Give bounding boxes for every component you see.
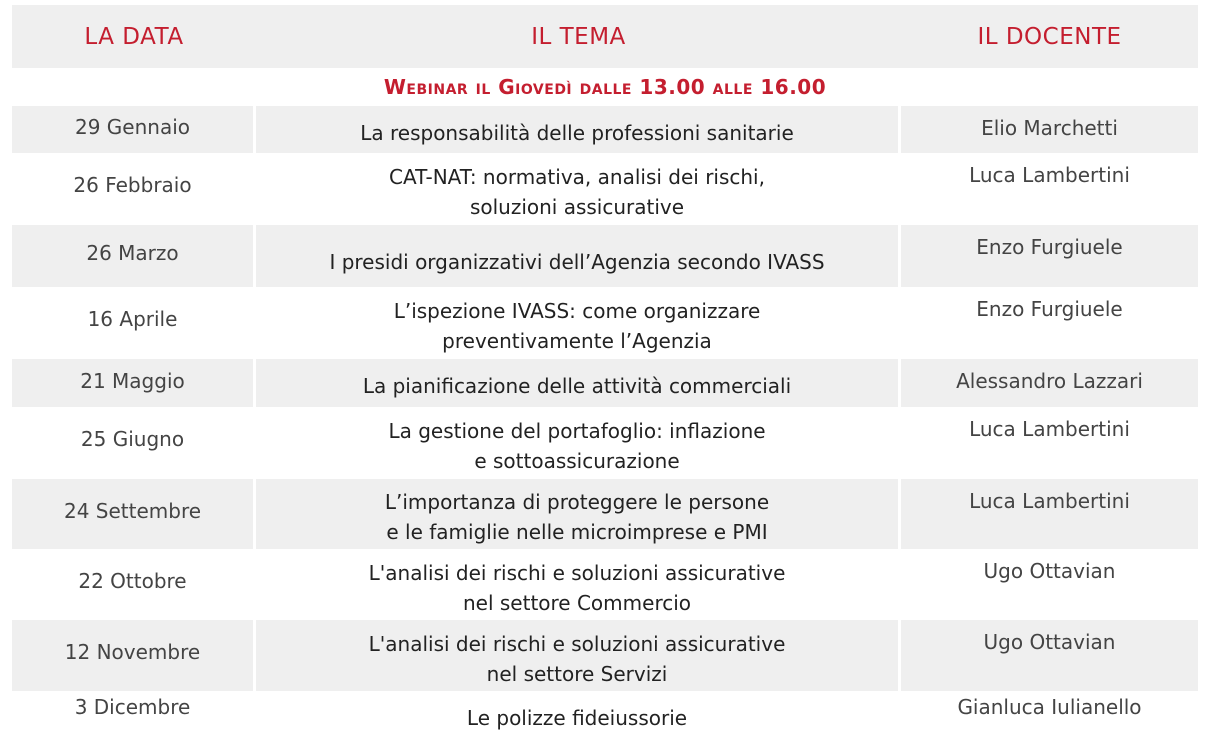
table-row (12, 106, 1198, 153)
row-date: 12 Novembre (12, 620, 253, 691)
row-topic: L’importanza di proteggere le persone e le famiglie nelle microimprese e PMI (256, 479, 898, 549)
header-teacher: IL DOCENTE (977, 23, 1122, 50)
row-date: 25 Giugno (80, 427, 185, 451)
table-row (12, 691, 1198, 735)
row-topic: L'analisi dei rischi e soluzioni assicurative nel settore Servizi (256, 620, 898, 691)
header-topic: IL TEMA (531, 23, 626, 50)
row-teacher: Ugo Ottavian (901, 620, 1198, 691)
header-date: LA DATA (84, 23, 184, 50)
row-topic: CAT-NAT: normativa, analisi dei rischi, soluzioni assicurative (389, 165, 765, 219)
row-teacher: Ugo Ottavian (983, 559, 1116, 583)
row-topic: La pianificazione delle attività commerciali (256, 359, 898, 407)
row-teacher: Enzo Furgiuele (976, 297, 1123, 321)
row-date: 29 Gennaio (12, 106, 253, 153)
table-header (12, 5, 1198, 68)
table-row (12, 153, 1198, 225)
row-teacher: Alessandro Lazzari (901, 359, 1198, 407)
row-topic: L'analisi dei rischi e soluzioni assicurative nel settore Commercio (368, 560, 786, 615)
row-teacher: Enzo Furgiuele (901, 225, 1198, 287)
row-date: 21 Maggio (12, 359, 253, 407)
row-date: 16 Aprile (87, 307, 178, 331)
table-row (12, 225, 1198, 287)
table-row (12, 549, 1198, 620)
table-row (12, 359, 1198, 407)
row-teacher: Gianluca Iulianello (957, 695, 1142, 719)
row-teacher: Luca Lambertini (969, 417, 1130, 441)
row-teacher: Luca Lambertini (969, 163, 1130, 187)
row-date: 3 Dicembre (74, 695, 191, 719)
table-row (12, 287, 1198, 359)
row-date: 26 Marzo (12, 225, 253, 287)
row-teacher: Luca Lambertini (901, 479, 1198, 549)
webinar-banner: Webinar il Giovedì dalle 13.00 alle 16.00 (12, 68, 1198, 106)
table-row (12, 407, 1198, 479)
table-row (12, 479, 1198, 549)
row-date: 24 Settembre (12, 479, 253, 549)
row-topic: La responsabilità delle professioni sanitarie (256, 106, 898, 153)
row-topic: Le polizze fideiussorie (466, 706, 688, 730)
row-date: 22 Ottobre (78, 569, 187, 593)
schedule-table (12, 5, 1198, 735)
table-row (12, 620, 1198, 691)
row-date: 26 Febbraio (73, 173, 192, 197)
row-topic: I presidi organizzativi dell’Agenzia secondo IVASS (256, 225, 898, 287)
row-teacher: Elio Marchetti (901, 106, 1198, 153)
row-topic: L’ispezione IVASS: come organizzare preventivamente l’Agenzia (393, 299, 761, 353)
row-topic: La gestione del portafoglio: inflazione e sottoassicurazione (388, 419, 766, 473)
